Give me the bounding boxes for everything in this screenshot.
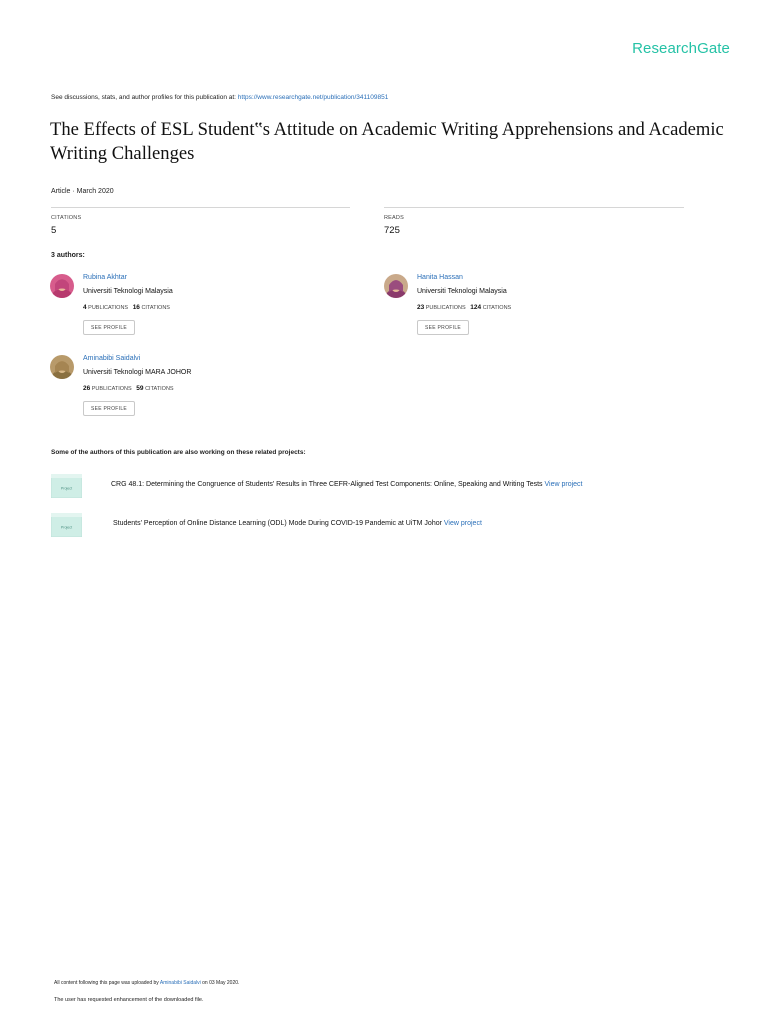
author-name[interactable]: Rubina Akhtar	[83, 274, 127, 281]
avatar[interactable]	[50, 355, 74, 379]
related-projects-heading: Some of the authors of this publication are also working on these related projects:	[51, 449, 306, 456]
authors-heading: 3 authors:	[51, 252, 85, 259]
author-name[interactable]: Aminabibi Saidalvi	[83, 355, 141, 362]
enhancement-note: The user has requested enhancement of the downloaded file.	[54, 997, 204, 1003]
upload-note	[54, 980, 239, 986]
divider	[51, 207, 350, 208]
project-title	[111, 481, 583, 488]
view-project-link[interactable]: View project	[544, 481, 583, 488]
citations-label: CITATIONS	[482, 305, 512, 311]
view-project-link[interactable]: View project	[443, 520, 482, 527]
reads-value: 725	[384, 225, 400, 236]
author-stats	[83, 304, 170, 311]
upload-note-prefix: All content following this page was uploaded by	[54, 980, 160, 986]
publication-title: The Effects of ESL Student‟s Attitude on Academic Writing Apprehensions and Academic Writing Challenges	[50, 119, 724, 164]
upload-note-suffix: on 03 May 2020.	[200, 980, 240, 986]
see-profile-button[interactable]: SEE PROFILE	[83, 320, 135, 335]
author-institution: Universiti Teknologi Malaysia	[417, 288, 507, 295]
project-thumbnail[interactable]	[51, 474, 82, 498]
reads-label: READS	[384, 215, 404, 221]
citations-value: 5	[51, 225, 57, 236]
project-item	[51, 474, 731, 500]
project-item	[51, 513, 731, 539]
project-title-text: CRG 48.1: Determining the Congruence of Students' Results in Three CEFR-Aligned Test Components: Online, Speaking and Writing Tests	[111, 481, 545, 488]
author-institution: Universiti Teknologi MARA JOHOR	[83, 369, 192, 376]
author-stats	[83, 385, 174, 392]
project-title-text: Students' Perception of Online Distance Learning (ODL) Mode During COVID-19 Pandemic at UiTM Johor	[113, 520, 444, 527]
citations-label: CITATIONS	[51, 215, 82, 221]
author-stats	[417, 304, 511, 311]
citations-count: 16	[132, 304, 140, 311]
project-thumb-label: Project	[60, 486, 73, 491]
publication-type-date: Article · March 2020	[51, 188, 114, 195]
publications-count: 4	[83, 304, 87, 311]
publications-count: 23	[417, 304, 425, 311]
discussion-line	[51, 94, 388, 101]
avatar[interactable]	[50, 274, 74, 298]
see-profile-button[interactable]: SEE PROFILE	[417, 320, 469, 335]
discussion-prefix: See discussions, stats, and author profiles for this publication at:	[51, 94, 238, 101]
citations-count: 59	[136, 385, 144, 392]
project-thumb-label: Project	[60, 525, 73, 530]
citations-label: CITATIONS	[141, 305, 170, 311]
publications-label: PUBLICATIONS	[425, 305, 466, 311]
publications-count: 26	[83, 385, 91, 392]
see-profile-button[interactable]: SEE PROFILE	[83, 401, 135, 416]
author-institution: Universiti Teknologi Malaysia	[83, 288, 173, 295]
divider	[384, 207, 684, 208]
avatar[interactable]	[384, 274, 408, 298]
publication-url-link[interactable]: https://www.researchgate.net/publication/341109851	[237, 94, 389, 101]
publications-label: PUBLICATIONS	[88, 305, 129, 311]
author-name[interactable]: Hanita Hassan	[417, 274, 463, 281]
publications-label: PUBLICATIONS	[91, 386, 132, 392]
project-title	[113, 520, 482, 527]
researchgate-logo[interactable]: ResearchGate	[632, 40, 730, 57]
project-thumbnail[interactable]	[51, 513, 82, 537]
uploader-link[interactable]: Aminabibi Saidalvi	[159, 980, 201, 986]
citations-label: CITATIONS	[145, 386, 174, 392]
citations-count: 124	[470, 304, 482, 311]
